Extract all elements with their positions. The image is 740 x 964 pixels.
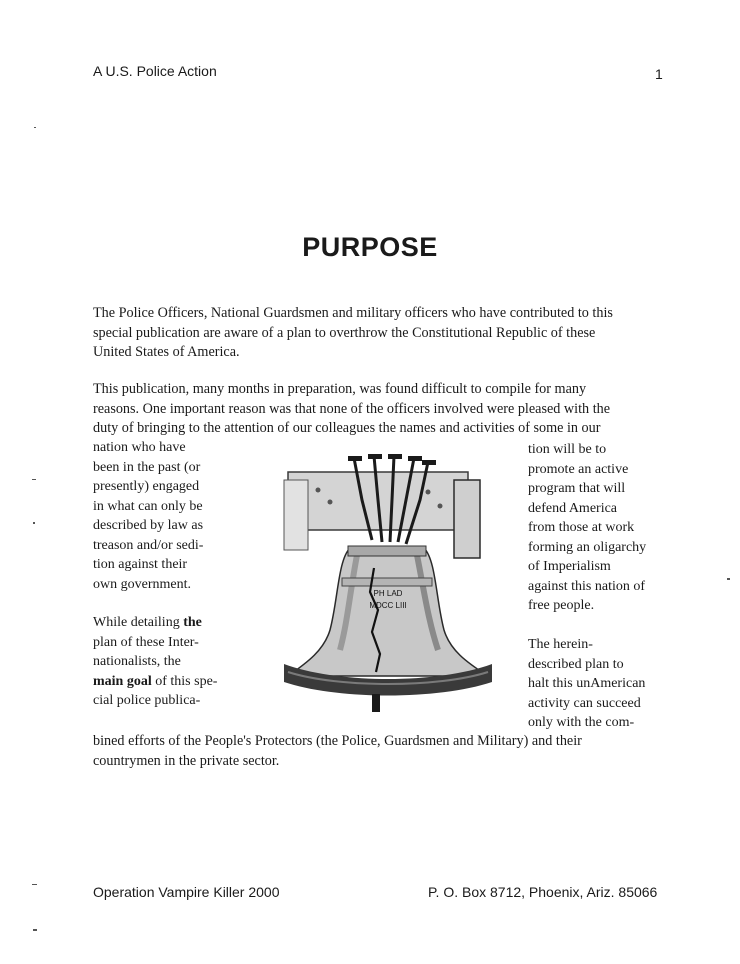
text-line: countrymen in the private sector.	[93, 752, 280, 769]
text-line: The Police Officers, National Guardsmen and military officers who have contributed to this	[93, 305, 613, 321]
text-line: been in the past (or	[93, 459, 201, 475]
text-run: of this spe-	[151, 673, 218, 689]
text-line: defend America	[528, 500, 618, 516]
right-column-text	[528, 440, 668, 616]
bold-text: main goal	[93, 673, 152, 689]
scan-speck	[34, 127, 36, 128]
text-line: halt this unAmerican	[528, 676, 646, 691]
text-line: presently) engaged	[93, 479, 200, 494]
text-line: only with the com-	[528, 715, 635, 730]
text-line: bined efforts of the People's Protectors (the Police, Guardsmen and Military) and their	[93, 733, 582, 749]
text-line: reasons. One important reason was that none of the officers involved were pleased with the	[93, 400, 611, 417]
scan-speck	[727, 578, 730, 580]
scan-speck	[33, 522, 35, 524]
bell-inscription-line2: MDCC LIII	[369, 601, 407, 610]
text-line: duty of bringing to the attention of our colleagues the names and activities of some in our	[93, 420, 601, 436]
liberty-bell-illustration	[278, 450, 498, 720]
text-line: forming an oligarchy	[528, 539, 647, 555]
text-line: The herein-	[528, 637, 593, 652]
text-line: treason and/or sedi-	[93, 537, 204, 553]
running-header: A U.S. Police Action	[93, 63, 217, 79]
text-line: in what can only be	[93, 498, 203, 514]
text-line: cial police publica-	[93, 693, 201, 708]
paragraph-publication	[93, 380, 663, 439]
bold-text: the	[183, 615, 202, 630]
right-column-text-2	[528, 635, 668, 733]
text-run: While detailing	[93, 615, 184, 630]
footer-address: P. O. Box 8712, Phoenix, Ariz. 85066	[428, 884, 658, 900]
paragraph-intro	[93, 304, 663, 363]
page-number: 1	[655, 66, 663, 82]
text-line: This publication, many months in preparation, was found difficult to compile for many	[93, 381, 587, 397]
text-line: United States of America.	[93, 344, 240, 360]
text-line: special publication are aware of a plan to overthrow the Constitutional Republic of these	[93, 324, 596, 341]
footer-title: Operation Vampire Killer 2000	[93, 884, 280, 900]
text-line: nation who have	[93, 440, 186, 455]
text-line	[93, 672, 283, 692]
text-line: program that will	[528, 481, 626, 496]
left-column-text-2	[93, 613, 283, 711]
text-line: plan of these Inter-	[93, 634, 199, 650]
text-line: tion against their	[93, 557, 188, 572]
left-column-text	[93, 438, 283, 594]
text-line: tion will be to	[528, 442, 607, 457]
text-line: of Imperialism	[528, 559, 611, 574]
text-line: free people.	[528, 598, 595, 613]
scan-speck	[33, 929, 37, 931]
paragraph-closing	[93, 732, 673, 771]
text-line: activity can succeed	[528, 695, 641, 711]
text-line: nationalists, the	[93, 654, 181, 669]
scan-speck	[32, 479, 36, 480]
text-line: described plan to	[528, 656, 624, 672]
text-line: own government.	[93, 576, 191, 592]
scan-speck	[32, 884, 37, 885]
text-line	[93, 613, 283, 633]
text-line: against this nation of	[528, 578, 646, 594]
text-line: described by law as	[93, 518, 204, 533]
text-line: from those at work	[528, 520, 635, 535]
page-title: PURPOSE	[302, 232, 438, 262]
bell-inscription-line1: PH LAD	[373, 589, 403, 598]
text-line: promote an active	[528, 461, 629, 477]
